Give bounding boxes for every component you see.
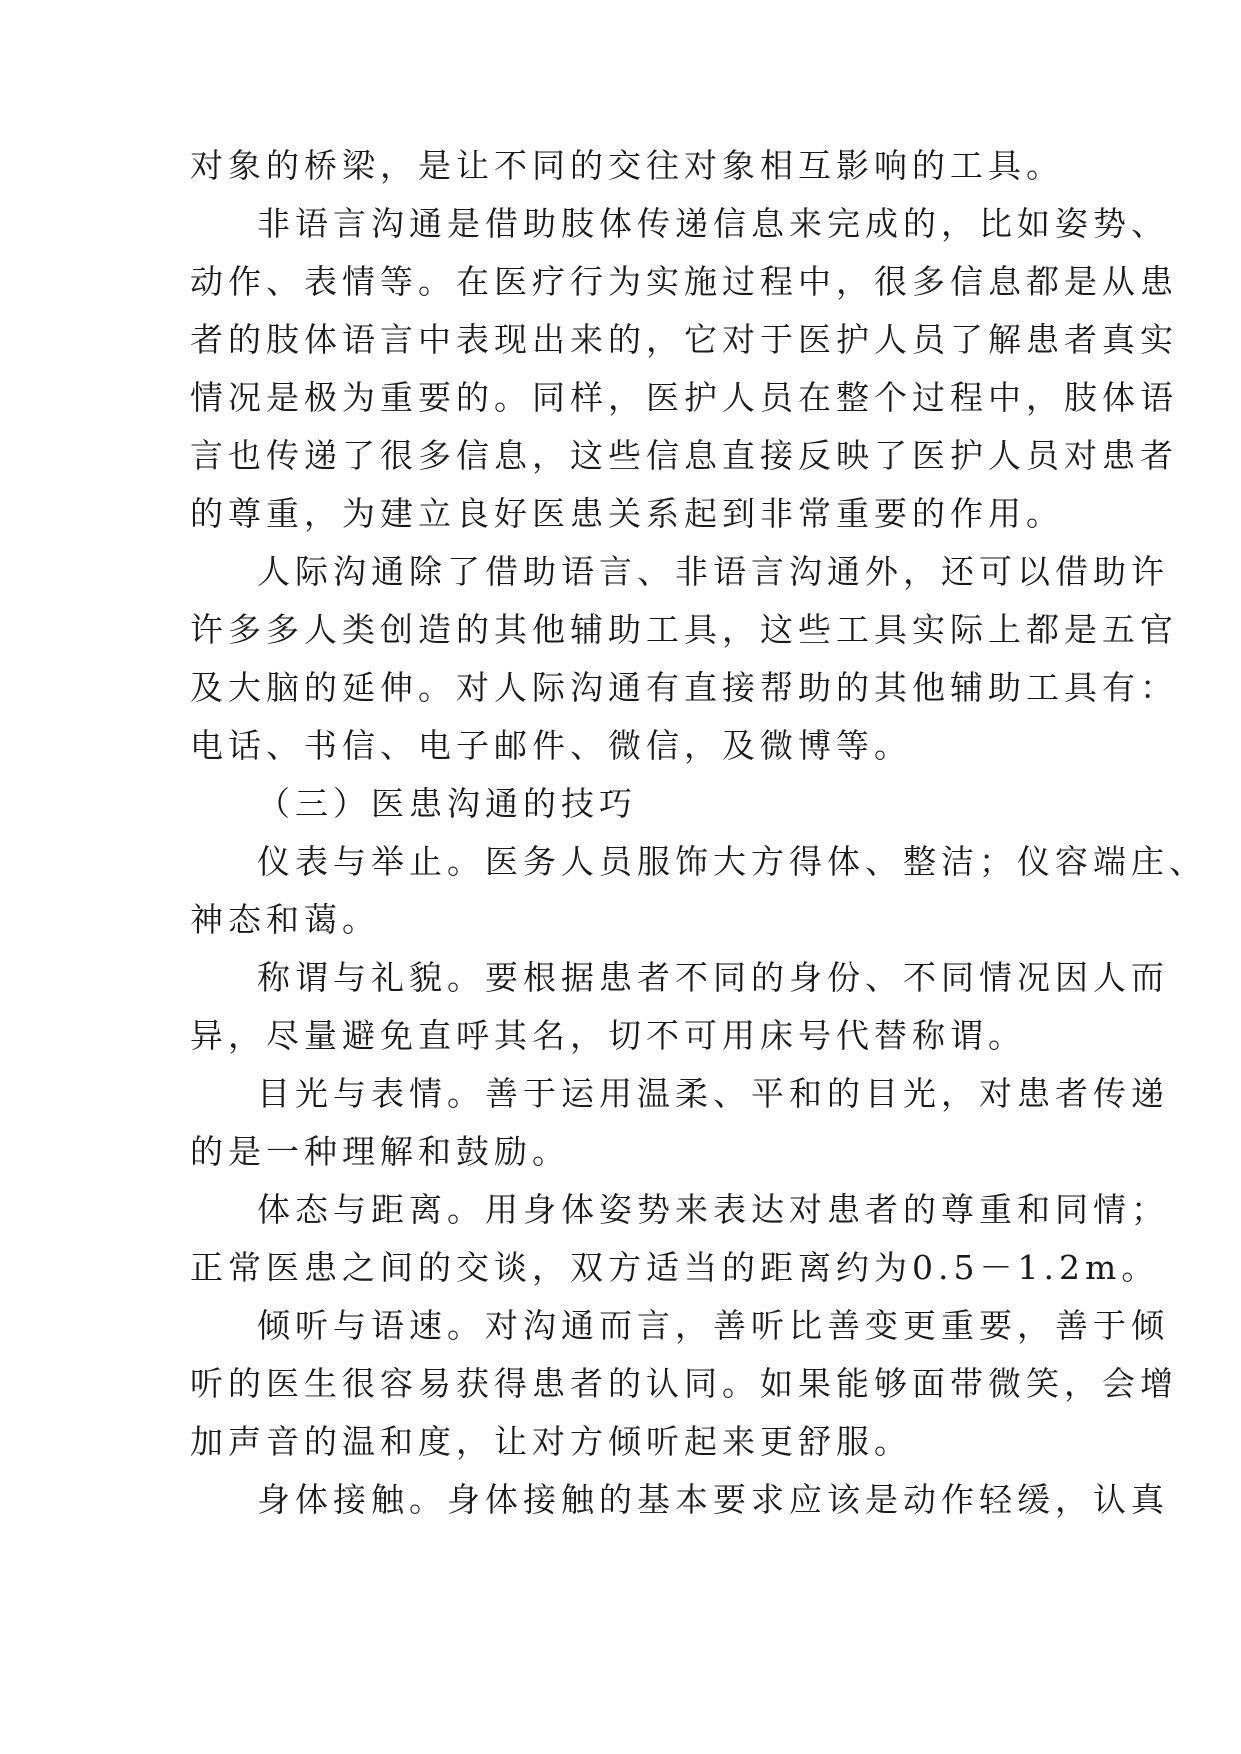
- paragraph-start: 倾听与语速。对沟通而言，善听比善变更重要，善于倾: [257, 1306, 1169, 1345]
- text-line: 情况是极为重要的。同样，医护人员在整个过程中，肢体语: [190, 378, 1178, 417]
- paragraph-start: 体态与距离。用身体姿势来表达对患者的尊重和同情；: [257, 1190, 1169, 1229]
- text-line: 的是一种理解和鼓励。: [190, 1132, 570, 1171]
- text-line: 对象的桥梁，是让不同的交往对象相互影响的工具。: [190, 146, 1064, 185]
- text-line: 异，尽量避免直呼其名，切不可用床号代替称谓。: [190, 1016, 1026, 1055]
- paragraph-start: 仪表与举止。医务人员服饰大方得体、整洁；仪容端庄、: [257, 842, 1207, 881]
- text-line: 许多多人类创造的其他辅助工具，这些工具实际上都是五官: [190, 610, 1178, 649]
- text-line: 正常医患之间的交谈，双方适当的距离约为0.5－1.2m。: [190, 1248, 1160, 1287]
- text-line: 动作、表情等。在医疗行为实施过程中，很多信息都是从患: [190, 262, 1178, 301]
- text-line: 电话、书信、电子邮件、微信，及微博等。: [190, 726, 912, 765]
- text-line: 的尊重，为建立良好医患关系起到非常重要的作用。: [190, 494, 1064, 533]
- text-line: 及大脑的延伸。对人际沟通有直接帮助的其他辅助工具有：: [190, 668, 1178, 707]
- section-heading: （三）医患沟通的技巧: [257, 784, 637, 823]
- paragraph-start: 非语言沟通是借助肢体传递信息来完成的，比如姿势、: [257, 204, 1169, 243]
- paragraph-start: 称谓与礼貌。要根据患者不同的身份、不同情况因人而: [257, 958, 1169, 997]
- text-line: 听的医生很容易获得患者的认同。如果能够面带微笑，会增: [190, 1364, 1178, 1403]
- paragraph-start: 人际沟通除了借助语言、非语言沟通外，还可以借助许: [257, 552, 1169, 591]
- text-line: 言也传递了很多信息，这些信息直接反映了医护人员对患者: [190, 436, 1178, 475]
- paragraph-start: 身体接触。身体接触的基本要求应该是动作轻缓，认真: [257, 1480, 1169, 1519]
- paragraph-start: 目光与表情。善于运用温柔、平和的目光，对患者传递: [257, 1074, 1169, 1113]
- text-line: 神态和蔼。: [190, 900, 380, 939]
- text-line: 加声音的温和度，让对方倾听起来更舒服。: [190, 1422, 912, 1461]
- text-line: 者的肢体语言中表现出来的，它对于医护人员了解患者真实: [190, 320, 1178, 359]
